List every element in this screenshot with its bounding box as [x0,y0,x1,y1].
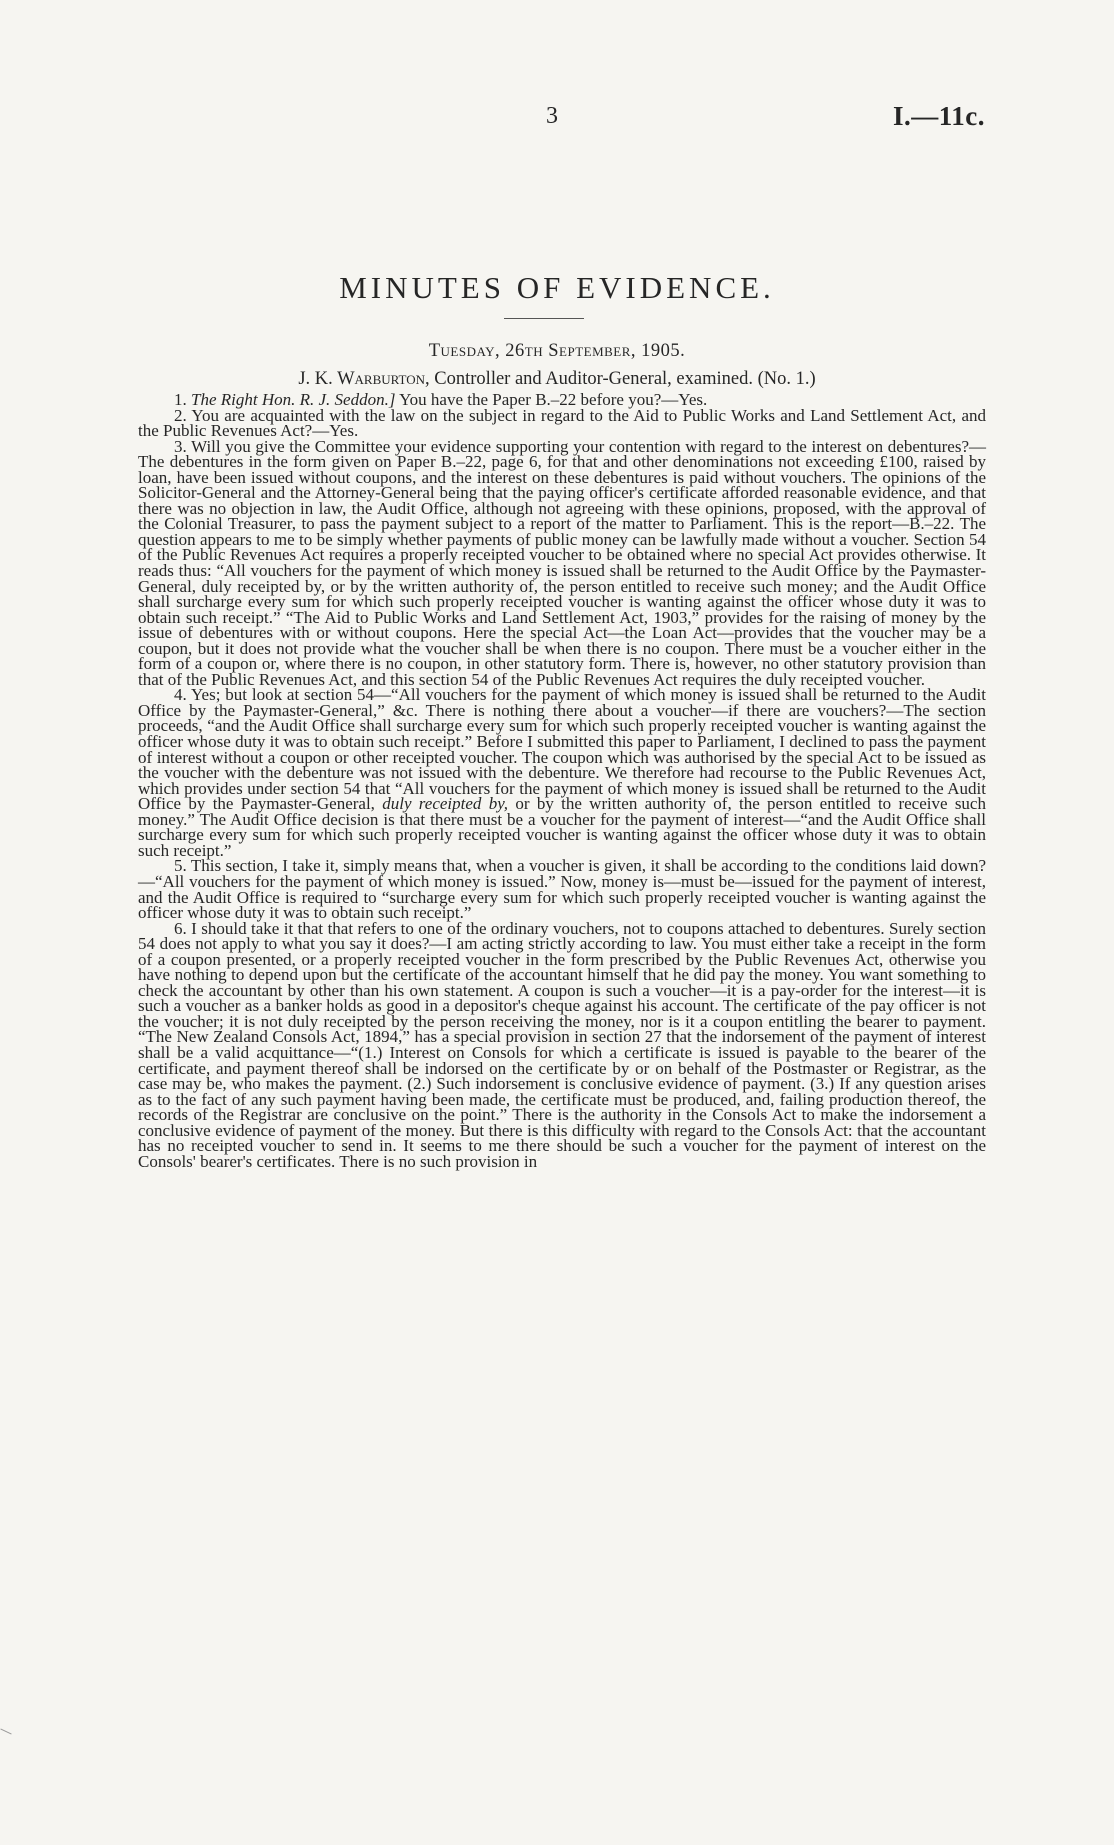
emphasized-text: duly receipted by, [382,794,509,814]
question-text: You have the Paper B.–22 before you?—Yes. [399,390,708,409]
document-title: MINUTES OF EVIDENCE. [339,270,775,305]
question-paragraph: 6. I should take it that that refers to one of the ordinary vouchers, not to coupons attached to debentures. Surely section 54 does not apply to what you say it does?—I am acting strictly according to law. You must either take a receipt in the form of a coupon presented, or a properly receipted voucher in the form prescribed by the Public Revenues Act, otherwise you have nothing to depend upon but the certificate of the accountant himself that he did pay the money. You want something to check the accountant by other than his own statement. A coupon is such a voucher—it is a pay-order for the interest—it is such a voucher as a banker holds as good in a depositor's cheque against his account. The certificate of the pay officer is not the voucher; it is not duly receipted by the person receiving the money, nor is it a coupon entitling the bearer to payment. “The New Zealand Consols Act, 1894,” has a special provision in section 27 that the indorsement of the payment of interest shall be a valid acquittance—“(1.) Interest on Consols for which a certificate is issued is payable to the bearer of the certificate, and payment thereof shall be indorsed on the certificate by or on behalf of the Postmaster or Registrar, as the case may be, who makes the payment. (2.) Such indorsement is conclusive evidence of payment. (3.) If any question arises as to the fact of any such payment having been made, the certificate must be produced, and, failing production thereof, the records of the Registrar are conclusive on the point.” There is the authority in the Consols Act to make the indorsement a conclusive evidence of payment of the money. But there is this difficulty with regard to the Consols Act: that the accountant has no receipted voucher to send in. It seems to me there should be such a voucher for the payment of interest on the Consols' bearer's certificates. There is no such provision in [138,918,986,1171]
question-paragraph [138,687,986,858]
question-number: 1. [174,390,187,409]
witness-description: Controller and Auditor-General, examined. [434,369,753,389]
margin-mark [0,1729,11,1735]
question-paragraph: 3. Will you give the Committee your evidence supporting your contention with regard to the interest on debentures?—The debentures in the form given on Paper B.–22, page 6, for that and other denominations not exceeding £100, raised by loan, have been issued without coupons, and the interest on these debentures is paid without vouchers. The opinions of the Solicitor-General and the Attorney-General being that the paying officer's certificate afforded reasonable evidence, and that there was no objection in law, the Audit Office, although not agreeing with these opinions, proposed, with the approval of the Colonial Treasurer, to pass the payment subject to a report of the matter to Parliament. This is the report—B.–22. The question appears to me to be simply whether payments of public money can be lawfully made without a voucher. Section 54 of the Public Revenues Act requires a properly receipted voucher to be obtained where no special Act provides otherwise. It reads thus: “All vouchers for the payment of which money is issued shall be returned to the Audit Office by the Paymaster-General, duly receipted by, or by the written authority of, the person entitled to receive such money; and the Audit Office shall surcharge every sum for which such properly receipted voucher is wanting against the officer whose duty it was to obtain such receipt.” “The Aid to Public Works and Land Settlement Act, 1903,” provides for the raising of money by the issue of debentures with or without coupons. Here the special Act—the Loan Act—provides that the voucher may be a coupon, but it does not provide what the voucher shall be when there is no coupon. There must be a voucher either in the form of a coupon or, where there is no coupon, in other statutory form. There is, however, no other statutory provision than that of the Public Revenues Act, and this section 54 of the Public Revenues Act requires the duly receipted voucher. [138,436,986,689]
question-text: 4. Yes; but look at section 54—“All vouchers for the payment of which money is issued shall be returned to the Audit Office by the Paymaster-General,” &c. There is nothing there about a voucher—if there are vouchers?—The section proceeds, “and the Audit Office shall surcharge every sum for which such properly receipted voucher is wanting against the officer whose duty it was to obtain such receipt.” Before I submitted this paper to Parliament, I declined to pass the payment of interest without a coupon or other receipted voucher. The coupon which was authorised by the special Act to be issued as the voucher with the debenture was not issued with the debenture. We therefore had recourse to the Public Revenues Act, which provides under section 54 that “All vouchers for the payment of which money is issued shall be returned to the Audit Office by the Paymaster-General, [138,685,986,814]
evidence-number: (No. 1.) [757,369,816,389]
witness-name: J. K. Warburton, [298,369,430,389]
session-date: Tuesday, 26th September, 1905. [428,341,686,361]
evidence-body [138,392,986,1169]
document-reference: I.—11c. [893,101,986,131]
question-paragraph: 5. This section, I take it, simply means that, when a voucher is given, it shall be according to the conditions laid down?—“All vouchers for the payment of which money is issued.” Now, money is—must be—issued for the payment of interest, and the Audit Office is required to “surcharge every sum for which such properly receipted voucher is wanting against the officer whose duty it was to obtain such receipt.” [138,856,986,923]
witness-line [0,369,1114,390]
question-text: or by the written authority of, the person entitled to receive such money.” The Audit Office decision is that there must be a voucher for the payment of interest—“and the Audit Office shall surcharge every sum for which such properly receipted voucher is wanting against the officer whose duty it was to obtain such receipt.” [138,794,986,860]
page-number: 3 [546,103,558,129]
question-paragraph: 2. You are acquainted with the law on the subject in regard to the Aid to Public Works and Land Settlement Act, and the Public Revenues Act?—Yes. [138,405,986,441]
title-divider [504,318,584,319]
speaker-name: The Right Hon. R. J. Seddon.] [191,390,396,409]
